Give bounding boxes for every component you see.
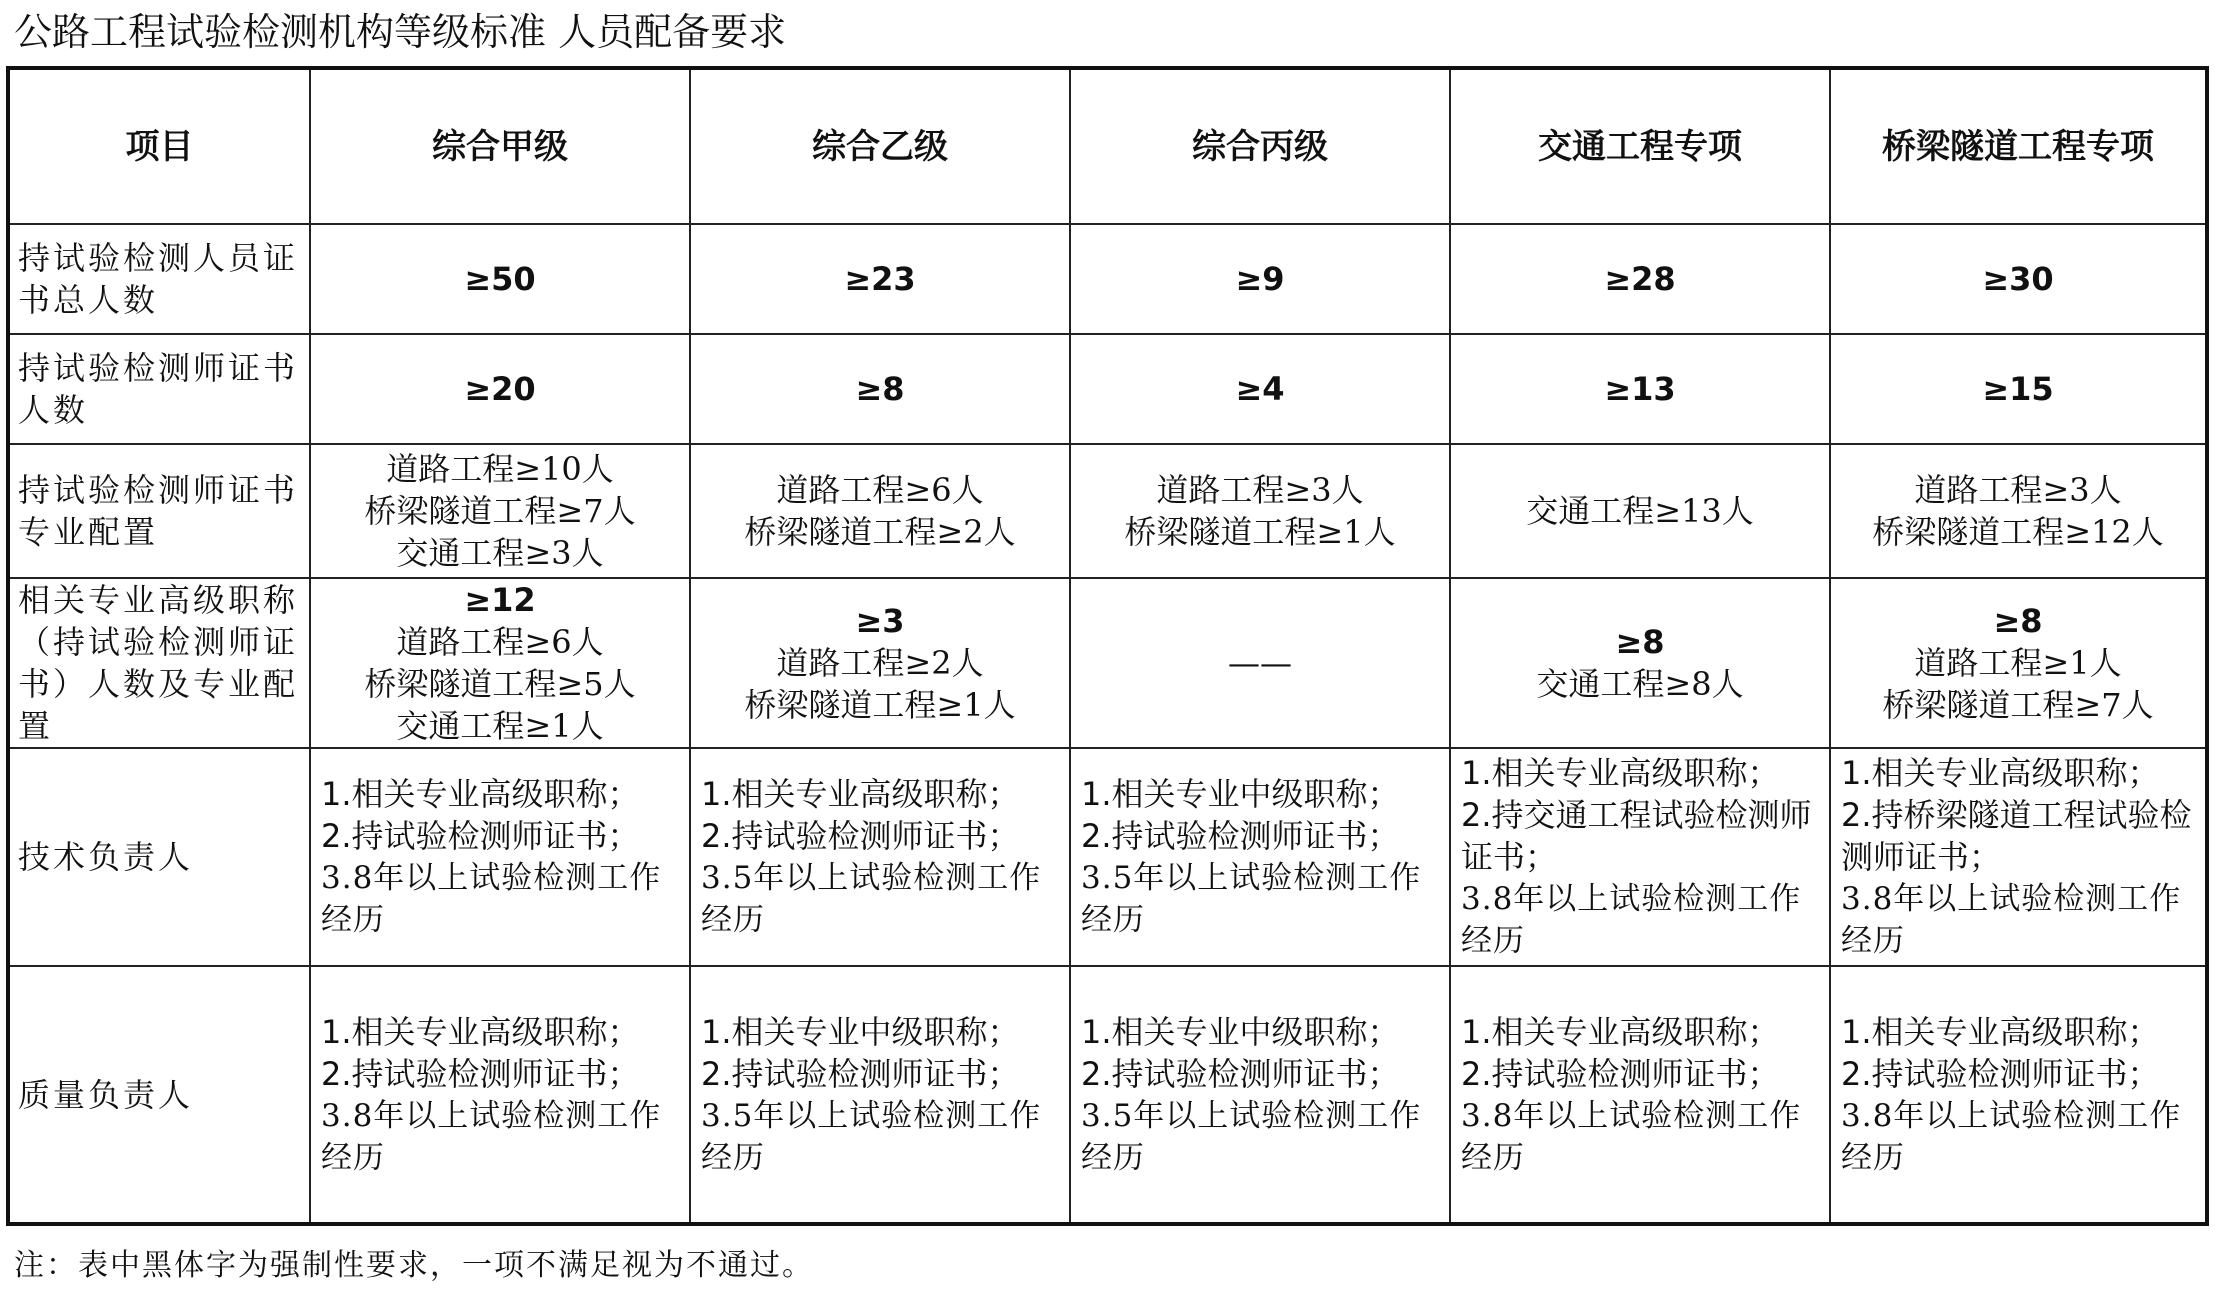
cell-line: 道路工程≥6人 <box>396 623 604 661</box>
requirement-line: 2.持试验检测师证书； <box>701 1054 1020 1093</box>
page-title: 公路工程试验检测机构等级标准 人员配备要求 <box>14 10 787 54</box>
requirement-line: 2.持试验检测师证书； <box>1841 1054 2160 1093</box>
cell-line: 交通工程≥1人 <box>396 707 604 745</box>
experience-requirement: 3.8年以上试验检测工作经历 <box>1461 881 1802 959</box>
mandatory-count: ≥20 <box>464 370 536 408</box>
experience-requirement: 3.8年以上试验检测工作经历 <box>1841 1097 2182 1176</box>
requirement-line: 2.持试验检测师证书； <box>1081 817 1400 855</box>
row-label: 质量负责人 <box>10 966 310 1222</box>
experience-requirement: 3.5年以上试验检测工作经历 <box>701 860 1042 938</box>
row-label: 相关专业高级职称（持试验检测师证书）人数及专业配置 <box>10 578 310 748</box>
requirement-line: 1.相关专业高级职称； <box>1461 1012 1780 1051</box>
experience-requirement: 3.8年以上试验检测工作经历 <box>321 1097 662 1176</box>
table-cell <box>310 966 690 1222</box>
requirement-line: 1.相关专业高级职称； <box>701 775 1020 813</box>
cell-line: 桥梁隧道工程≥7人 <box>1882 686 2154 724</box>
cell-line: —— <box>1228 644 1292 682</box>
table-row <box>10 224 2205 334</box>
mandatory-count: ≥8 <box>1993 602 2043 640</box>
mandatory-count: ≥4 <box>1235 370 1285 408</box>
table-row <box>10 966 2205 1222</box>
row-label: 持试验检测师证书专业配置 <box>10 444 310 578</box>
cell-line: 桥梁隧道工程≥12人 <box>1872 513 2164 551</box>
table-cell <box>310 578 690 748</box>
table-cell <box>1450 966 1830 1222</box>
cell-line: 交通工程≥8人 <box>1536 665 1744 703</box>
table-cell <box>1450 224 1830 334</box>
cell-line: 桥梁隧道工程≥1人 <box>1124 513 1396 551</box>
cell-line: 桥梁隧道工程≥1人 <box>744 686 1016 724</box>
table-row <box>10 578 2205 748</box>
cell-line: 桥梁隧道工程≥7人 <box>364 492 636 530</box>
header-cell-comprehensive-a: 综合甲级 <box>310 70 690 224</box>
table-cell <box>310 334 690 444</box>
table-cell <box>690 224 1070 334</box>
requirement-line: 1.相关专业高级职称； <box>321 775 640 813</box>
cell-line: 道路工程≥3人 <box>1156 471 1364 509</box>
cell-line: 道路工程≥6人 <box>776 471 984 509</box>
header-cell-traffic-engineering: 交通工程专项 <box>1450 70 1830 224</box>
requirement-line: 2.持试验检测师证书； <box>1461 1054 1780 1093</box>
footnote: 注：表中黑体字为强制性要求，一项不满足视为不通过。 <box>14 1248 814 1283</box>
table-cell <box>690 966 1070 1222</box>
table-cell <box>690 334 1070 444</box>
cell-line: 道路工程≥10人 <box>386 450 614 488</box>
experience-requirement: 3.5年以上试验检测工作经历 <box>1081 860 1422 938</box>
table-cell <box>690 578 1070 748</box>
header-row <box>10 70 2205 224</box>
mandatory-count: ≥23 <box>844 260 916 298</box>
requirement-line: 2.持交通工程试验检测师证书； <box>1461 796 1812 876</box>
table-cell <box>1070 748 1450 966</box>
cell-line: 道路工程≥2人 <box>776 644 984 682</box>
header-cell-comprehensive-c: 综合丙级 <box>1070 70 1450 224</box>
table-cell <box>310 224 690 334</box>
cell-line: 桥梁隧道工程≥2人 <box>744 513 1016 551</box>
mandatory-count: ≥13 <box>1604 370 1676 408</box>
mandatory-count: ≥8 <box>855 370 905 408</box>
experience-requirement: 3.8年以上试验检测工作经历 <box>321 860 662 938</box>
table-cell <box>1830 748 2205 966</box>
mandatory-count: ≥15 <box>1982 370 2054 408</box>
mandatory-count: ≥12 <box>464 581 536 619</box>
requirement-line: 1.相关专业中级职称； <box>701 1012 1020 1051</box>
table-cell <box>1450 578 1830 748</box>
experience-requirement: 3.8年以上试验检测工作经历 <box>1841 881 2182 959</box>
cell-line: 道路工程≥1人 <box>1914 644 2122 682</box>
table-cell <box>1070 966 1450 1222</box>
requirement-line: 1.相关专业高级职称； <box>321 1012 640 1051</box>
requirement-line: 1.相关专业高级职称； <box>1841 1012 2160 1051</box>
cell-line: 道路工程≥3人 <box>1914 471 2122 509</box>
table-cell <box>690 748 1070 966</box>
mandatory-count: ≥30 <box>1982 260 2054 298</box>
table-cell <box>1830 966 2205 1222</box>
mandatory-count: ≥28 <box>1604 260 1676 298</box>
table-cell <box>1450 334 1830 444</box>
row-label: 持试验检测人员证书总人数 <box>10 224 310 334</box>
table-cell <box>1830 578 2205 748</box>
table-cell <box>1070 334 1450 444</box>
row-label: 技术负责人 <box>10 748 310 966</box>
experience-requirement: 3.5年以上试验检测工作经历 <box>701 1097 1042 1176</box>
requirement-line: 2.持试验检测师证书； <box>701 817 1020 855</box>
table-cell <box>1450 444 1830 578</box>
table-cell <box>310 444 690 578</box>
requirement-line: 2.持试验检测师证书； <box>321 1054 640 1093</box>
requirement-line: 2.持桥梁隧道工程试验检测师证书； <box>1841 796 2192 876</box>
requirement-line: 1.相关专业高级职称； <box>1461 754 1780 792</box>
mandatory-count: ≥3 <box>855 602 905 640</box>
table-cell <box>1450 748 1830 966</box>
table-row <box>10 444 2205 578</box>
table-cell <box>1830 224 2205 334</box>
table-cell <box>690 444 1070 578</box>
table-cell <box>1070 444 1450 578</box>
cell-line: 桥梁隧道工程≥5人 <box>364 665 636 703</box>
table-cell <box>1830 444 2205 578</box>
requirement-line: 1.相关专业高级职称； <box>1841 754 2160 792</box>
mandatory-count: ≥50 <box>464 260 536 298</box>
mandatory-count: ≥8 <box>1615 623 1665 661</box>
requirement-line: 2.持试验检测师证书； <box>1081 1054 1400 1093</box>
experience-requirement: 3.5年以上试验检测工作经历 <box>1081 1097 1422 1176</box>
personnel-requirements-table <box>10 70 2205 1222</box>
table-row <box>10 334 2205 444</box>
cell-line: 交通工程≥3人 <box>396 534 604 572</box>
header-cell-bridge-tunnel: 桥梁隧道工程专项 <box>1830 70 2205 224</box>
header-cell-item: 项目 <box>10 70 310 224</box>
row-label: 持试验检测师证书人数 <box>10 334 310 444</box>
table-cell <box>1830 334 2205 444</box>
mandatory-count: ≥9 <box>1235 260 1285 298</box>
standards-table-frame <box>6 66 2209 1226</box>
table-cell <box>310 748 690 966</box>
table-cell <box>1070 578 1450 748</box>
table-row <box>10 748 2205 966</box>
requirement-line: 2.持试验检测师证书； <box>321 817 640 855</box>
experience-requirement: 3.8年以上试验检测工作经历 <box>1461 1097 1802 1176</box>
requirement-line: 1.相关专业中级职称； <box>1081 775 1400 813</box>
cell-line: 交通工程≥13人 <box>1526 492 1754 530</box>
table-cell <box>1070 224 1450 334</box>
requirement-line: 1.相关专业中级职称； <box>1081 1012 1400 1051</box>
header-cell-comprehensive-b: 综合乙级 <box>690 70 1070 224</box>
